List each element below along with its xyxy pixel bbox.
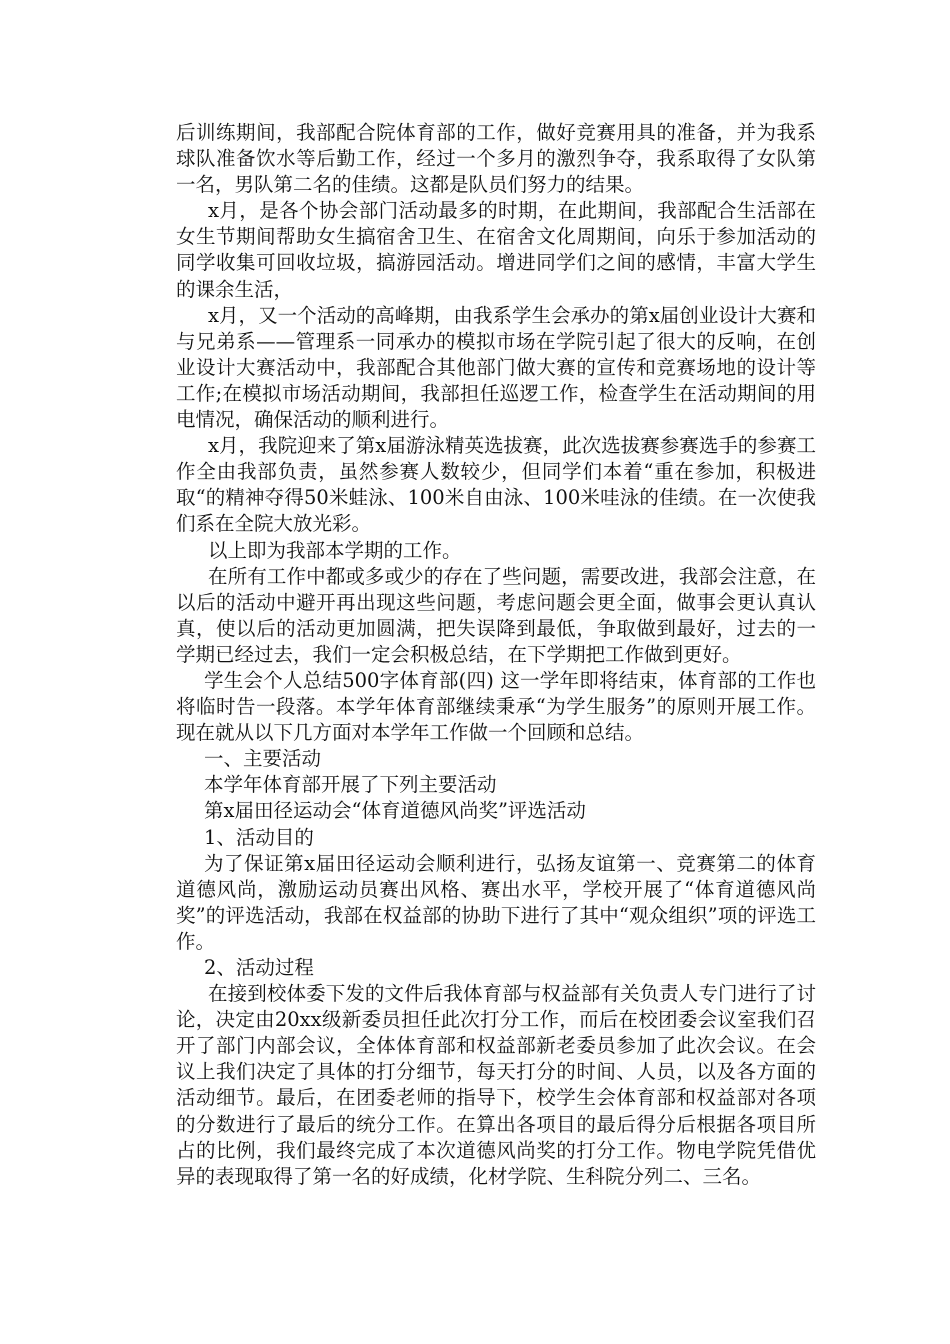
paragraph-semester-summary: 以上即为我部本学期的工作。	[208, 538, 462, 562]
document-body	[176, 120, 816, 1190]
paragraph-sports-dept-intro: 学生会个人总结500字体育部(四) 这一学年即将结束，体育部的工作也将临时告一段落。本学年体育部继续秉承“为学生服务”的原则开展工作。现在就从以下几方面对本学年工作做一个回顾和总结。	[176, 668, 816, 745]
paragraph-activities-lead: 本学年体育部开展了下列主要活动	[204, 773, 497, 797]
paragraph-entrepreneurship-contest: x月，又一个活动的高峰期，由我系学生会承办的第x届创业设计大赛和与兄弟系——管理系一同承办的模拟市场在学院引起了很大的反响，在创业设计大赛活动中，我部配合其他部门做大赛的宣传和竞赛场地的设计等工作;在模拟市场活动期间，我部担任巡逻工作，检查学生在活动期间的用电情况，确保活动的顺利进行。	[176, 303, 816, 432]
paragraph-association-activities: x月，是各个协会部门活动最多的时期，在此期间，我部配合生活部在女生节期间帮助女生搞宿舍卫生、在宿舍文化周期间，向乐于参加活动的同学收集可回收垃圾，搞游园活动。增进同学们之间的感情，丰富大学生的课余生活，	[176, 199, 816, 301]
paragraph-swimming-contest: x月，我院迎来了第x届游泳精英选拔赛，此次选拔赛参赛选手的参赛工作全由我部负责，虽然参赛人数较少，但同学们本着“重在参加，积极进取“的精神夺得50米蛙泳、100米自由泳、100米哇泳的佳绩。在一次使我们系在全院大放光彩。	[176, 434, 816, 536]
paragraph-activity-process: 在接到校体委下发的文件后我体育部与权益部有关负责人专门进行了讨论，决定由20xx级新委员担任此次打分工作，而后在校团委会议室我们召开了部门内部会议，全体体育部和权益部新老委员参加了此次会议。在会议上我们决定了具体的打分细节，每天打分的时间、人员，以及各方面的活动细节。最后，在团委老师的指导下，校学生会体育部和权益部对各项的分数进行了最后的统分工作。在算出各项目的最后得分后根据各项目所占的比例，我们最终完成了本次道德风尚奖的打分工作。物电学院凭借优异的表现取得了第一名的好成绩，化材学院、生科院分列二、三名。	[176, 982, 816, 1188]
section-heading-main-activities: 一、主要活动	[204, 747, 322, 771]
paragraph-activity-purpose: 为了保证第x届田径运动会顺利进行，弘扬友谊第一、竞赛第二的体育道德风尚，激励运动员赛出风格、赛出水平，学校开展了“体育道德风尚奖”的评选活动，我部在权益部的协助下进行了其中“观众组织”项的评选工作。	[176, 851, 816, 953]
paragraph-training-support: 后训练期间，我部配合院体育部的工作，做好竞赛用具的准备，并为我系球队准备饮水等后勤工作，经过一个多月的激烈争夺，我系取得了女队第一名，男队第二名的佳绩。这都是队员们努力的结果。	[176, 121, 816, 197]
paragraph-problems-improvement: 在所有工作中都或多或少的存在了些问题，需要改进，我部会注意，在以后的活动中避开再出现这些问题，考虑问题会更全面，做事会更认真认真，使以后的活动更加圆满，把失误降到最低，争取做到最好，过去的一学期已经过去，我们一定会积极总结，在下学期把工作做到更好。	[176, 564, 816, 666]
subheading-activity-purpose: 1、活动目的	[204, 825, 314, 849]
activity-title: 第x届田径运动会“体育道德风尚奖”评选活动	[204, 799, 586, 823]
subheading-activity-process: 2、活动过程	[204, 956, 314, 979]
